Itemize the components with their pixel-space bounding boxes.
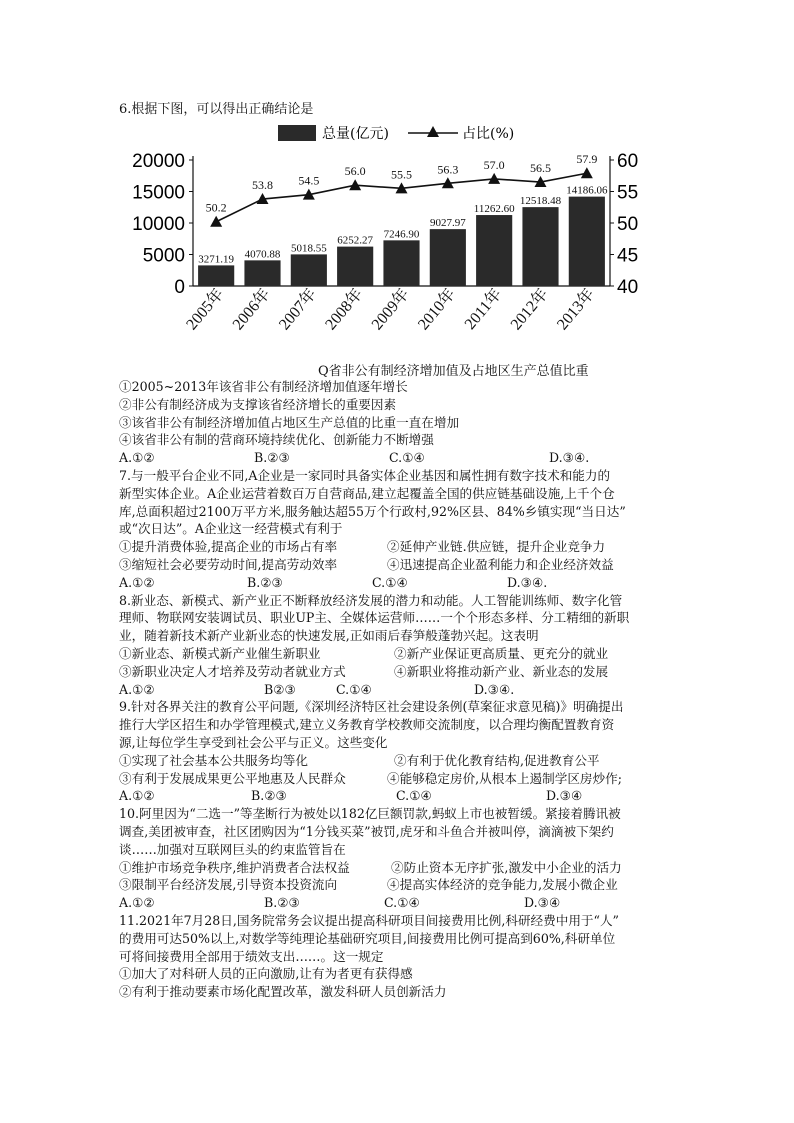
- q10-stem-line: 10.阿里因为“二选一”等垄断行为被处以182亿巨额罚款,蚂蚁上市也被暂缓。紧接着腾讯被: [119, 806, 621, 822]
- line-point-marker: [210, 216, 222, 227]
- q9-stem-line: 源,让每位学生享受到社会公平与正义。这些变化: [119, 734, 388, 750]
- x-tick-label: 2013年: [554, 285, 598, 334]
- q6-statement: ③该省非公有制经济增加值占地区生产总值的比重一直在增加: [119, 414, 460, 430]
- option-c[interactable]: C.①④: [336, 681, 372, 697]
- q9-statement: ②有利于优化教育结构,促进教育公平: [394, 752, 600, 768]
- q9-statement: ①实现了社会基本公共服务均等化: [119, 752, 308, 768]
- right-tick-label: 55: [617, 182, 638, 204]
- legend-bar-swatch: [278, 125, 316, 141]
- bar-value-label: 9027.97: [429, 217, 466, 230]
- option-b[interactable]: B.②③: [251, 788, 287, 804]
- line-value-label: 50.2: [205, 200, 227, 215]
- bar-line-chart: [118, 118, 638, 363]
- line-value-label: 57.9: [576, 152, 598, 167]
- option-a[interactable]: A.①②: [119, 450, 155, 466]
- bar-value-label: 7246.90: [383, 228, 420, 241]
- bar-value-label: 5018.55: [290, 242, 327, 255]
- line-value-label: 53.8: [252, 178, 273, 193]
- bar-value-label: 11262.60: [473, 203, 515, 216]
- option-d[interactable]: D.③④: [546, 788, 583, 804]
- option-d[interactable]: D.③④.: [474, 681, 515, 697]
- q8-statement: ②新产业保证更高质量、更充分的就业: [394, 645, 609, 661]
- right-tick-label: 50: [617, 214, 638, 235]
- q10-statement: ④提高实体经济的竞争能力,发展小微企业: [387, 877, 618, 893]
- q8-statement-row: [119, 663, 679, 681]
- right-tick-label: 40: [617, 277, 638, 298]
- bar: [430, 229, 466, 286]
- q6-options: [119, 449, 679, 467]
- q6-statement: ④该省非公有制的营商环境持续优化、创新能力不断增强: [119, 432, 434, 448]
- q9-statement-row: [119, 752, 679, 770]
- x-tick-label: 2007年: [276, 285, 320, 334]
- q11-statement: ②有利于推动要素市场化配置改革，激发科研人员创新活力: [119, 984, 447, 1000]
- x-tick-label: 2009年: [368, 285, 413, 334]
- q8-options: [119, 681, 679, 699]
- q11-stem-line: 11.2021年7月28日,国务院常务会议提出提高科研项目间接费用比例,科研经费中用于“人”: [119, 912, 619, 928]
- option-a[interactable]: A.①②: [119, 895, 155, 911]
- legend-line-label: 占比(%): [462, 126, 515, 142]
- line-value-label: 56.5: [530, 161, 551, 176]
- chart-caption: Q省非公有制经济增加值及占地区生产总值比重: [318, 364, 589, 379]
- x-tick-label: 2008年: [322, 285, 367, 334]
- questions-body: [119, 378, 679, 1001]
- q9-statement: ④能够稳定房价,从根本上遏制学区房炒作;: [387, 770, 622, 786]
- q10-statement: ②防止资本无序扩张,激发中小企业的活力: [391, 859, 622, 875]
- q10-statement-row: [119, 876, 679, 894]
- option-c[interactable]: C.①④: [396, 788, 432, 804]
- q9-stem-line: 9.针对各界关注的教育公平问题,《深圳经济特区社会建设条例(草案征求意见稿)》明确提出: [119, 699, 624, 715]
- legend-bar-label: 总量(亿元): [322, 126, 389, 142]
- line-value-label: 54.5: [298, 173, 320, 188]
- bar: [337, 247, 373, 286]
- q11-stem-line: 的费用可达50%以上,对数学等纯理论基础研究项目,间接费用比例可提高到60%,科研单位: [119, 930, 616, 946]
- line-value-label: 56.3: [437, 162, 459, 177]
- option-c[interactable]: C.①④: [389, 450, 425, 466]
- bar-value-label: 6252.27: [337, 234, 374, 247]
- q9-stem-line: 推行大学区招生和办学管理模式,建立义务教育学校教师交流制度，以合理均衡配置教育资: [119, 717, 615, 733]
- chart-legend: [278, 125, 514, 142]
- q7-statement: ③缩短社会必要劳动时间,提高劳动效率: [119, 556, 338, 572]
- line-value-label: 55.5: [391, 167, 412, 182]
- option-b[interactable]: B.②③: [264, 895, 300, 911]
- line-value-label: 57.0: [483, 157, 505, 172]
- q7-stem-line: 新型实体企业。A企业运营着数百万自营商品,建立起覆盖全国的供应链基础设施,上千个仓: [119, 485, 615, 501]
- q11-statement: ①加大了对科研人员的正向激励,让有为者更有获得感: [119, 966, 413, 982]
- bar: [291, 254, 327, 286]
- q6-statement: ①2005~2013年该省非公有制经济增加值逐年增长: [119, 379, 408, 394]
- option-c[interactable]: C.①④: [384, 895, 420, 911]
- option-b[interactable]: B②③: [264, 681, 296, 697]
- q9-options: [119, 787, 679, 805]
- q6-statement: ②非公有制经济成为支撑该省经济增长的重要因素: [119, 396, 397, 412]
- q10-stem-line: 调查,美团被审查，社区团购因为“1分钱买菜”被罚,虎牙和斗鱼合并被叫停，滴滴被下架约: [119, 823, 614, 839]
- option-c[interactable]: C.①④: [372, 574, 408, 590]
- bar-value-label: 14186.06: [566, 184, 608, 197]
- q8-statement: ④新职业将推动新产业、新业态的发展: [394, 663, 609, 679]
- q10-options: [119, 894, 679, 912]
- chart-bars: [198, 197, 605, 286]
- q8-statement-row: [119, 645, 679, 663]
- x-tick-label: 2010年: [415, 285, 459, 334]
- q7-stem-line: 7.与一般平台企业不同,A企业是一家同时具备实体企业基因和属性拥有数字技术和能力的: [119, 467, 611, 483]
- bar: [569, 197, 605, 286]
- right-tick-label: 45: [617, 245, 638, 267]
- right-tick-label: 60: [617, 151, 638, 172]
- line-value-label: 56.0: [344, 164, 366, 179]
- option-b[interactable]: B.②③: [247, 574, 283, 590]
- x-tick-label: 2012年: [507, 285, 552, 334]
- bar: [522, 207, 558, 286]
- q10-stem-line: 谈……加强对互联网巨头的约束监管旨在: [119, 841, 346, 857]
- left-tick-label: 20000: [132, 151, 185, 172]
- q7-statement-row: [119, 538, 679, 556]
- line-point-marker: [581, 167, 593, 178]
- legend-triangle-marker: [427, 126, 439, 137]
- q7-stem-line: 或“次日达”。A企业这一经营模式有利于: [119, 521, 343, 537]
- q8-stem-line: 业，随着新技术新产业新业态的快速发展,正如雨后春笋般蓬勃兴起。这表明: [119, 628, 539, 644]
- option-d[interactable]: D.③④: [524, 895, 561, 911]
- q7-options: [119, 574, 679, 592]
- left-tick-label: 10000: [132, 214, 185, 235]
- bar: [383, 240, 419, 286]
- q8-statement: ①新业态、新模式新产业催生新职业: [119, 645, 321, 661]
- bar-value-label: 12518.48: [519, 195, 562, 208]
- bar: [198, 265, 234, 286]
- bar: [476, 215, 512, 286]
- option-d[interactable]: D.③④.: [507, 574, 548, 590]
- option-d[interactable]: D.③④.: [549, 450, 590, 466]
- left-tick-label: 5000: [142, 245, 185, 267]
- q9-statement-row: [119, 770, 679, 788]
- option-a[interactable]: A.①②: [119, 788, 155, 804]
- chart-x-labels: [182, 284, 598, 333]
- option-b[interactable]: B.②③: [254, 450, 290, 466]
- q7-statement: ④迅速提高企业盈利能力和企业经济效益: [387, 556, 614, 572]
- x-tick-label: 2006年: [229, 285, 274, 334]
- q8-stem-line: 理师、物联网安装调试员、职业UP主、全媒体运营师……一个个形态多样、分工精细的新职: [119, 610, 630, 626]
- q7-stem-line: 库,总面积超过2100万平方米,服务触达超55万个行政村,92%区县、84%乡镇实现“当日达”: [119, 503, 626, 519]
- left-tick-label: 0: [174, 277, 185, 298]
- q10-statement: ③限制平台经济发展,引导资本投资流向: [119, 877, 338, 893]
- x-tick-label: 2011年: [461, 285, 506, 333]
- bar-value-label: 3271.19: [198, 253, 235, 266]
- option-a[interactable]: A.①②: [119, 574, 155, 590]
- question-6-stem: 6.根据下图，可以得出正确结论是: [119, 102, 314, 117]
- x-tick-label: 2005年: [183, 285, 228, 334]
- bar-value-label: 4070.88: [244, 248, 281, 261]
- q7-statement: ②延伸产业链.供应链，提升企业竞争力: [387, 539, 606, 555]
- q9-statement: ③有利于发展成果更公平地惠及人民群众: [119, 770, 346, 786]
- q8-statement: ③新职业决定人才培养及劳动者就业方式: [119, 663, 346, 679]
- q10-statement-row: [119, 859, 679, 877]
- q10-statement: ①维护市场竞争秩序,维护消费者合法权益: [119, 859, 350, 875]
- bar: [244, 260, 280, 286]
- left-tick-label: 15000: [132, 182, 185, 204]
- q7-statement: ①提升消费体验,提高企业的市场占有率: [119, 539, 338, 555]
- q8-stem-line: 8.新业态、新模式、新产业正不断释放经济发展的潜力和动能。人工智能训练师、数字化管: [119, 592, 623, 608]
- q7-statement-row: [119, 556, 679, 574]
- q11-stem-line: 可将间接费用全部用于绩效支出……。这一规定: [119, 948, 384, 964]
- option-a[interactable]: A.①②: [119, 681, 155, 697]
